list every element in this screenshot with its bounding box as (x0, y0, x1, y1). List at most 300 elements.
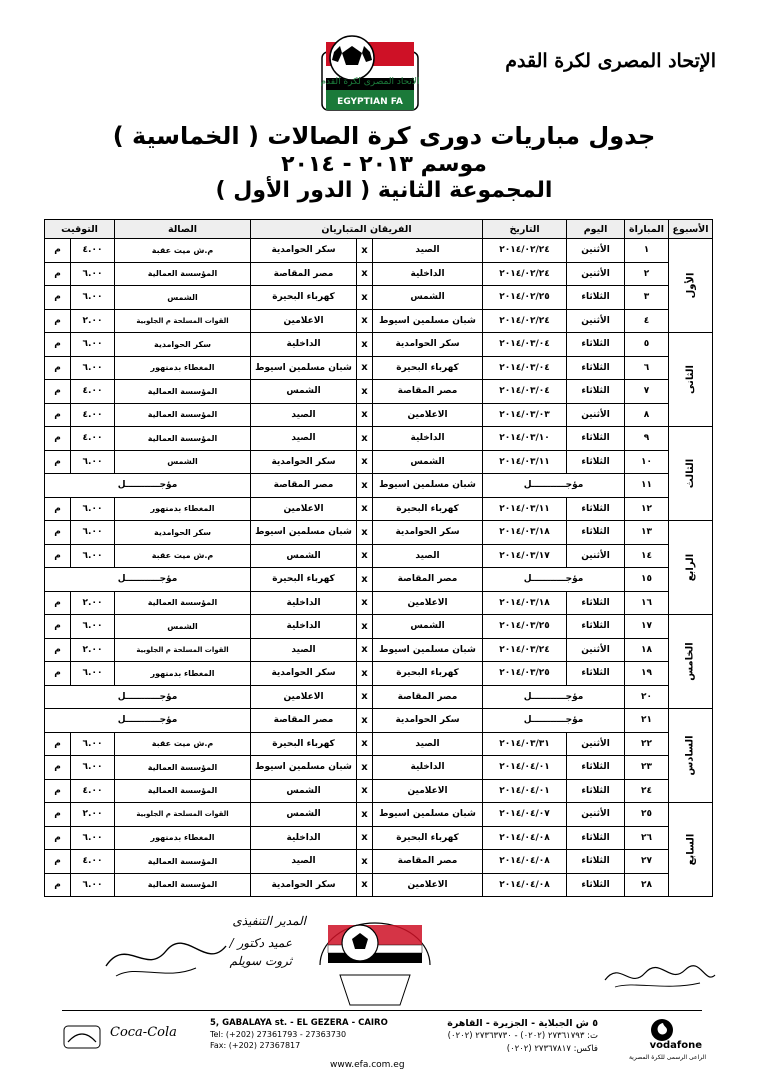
match-time: ٦.٠٠ (71, 521, 115, 545)
match-day: الثلاثاء (567, 497, 625, 521)
match-day: الثلاثاء (567, 356, 625, 380)
vs-mark: x (357, 591, 373, 615)
home-team: كهرباء البحيرة (373, 826, 483, 850)
away-team: كهرباء البحيرة (251, 732, 357, 756)
week-cell (669, 521, 713, 615)
away-team: سكر الحوامدية (251, 239, 357, 263)
match-day: الأثنين (567, 732, 625, 756)
header-hall: الصالة (115, 220, 251, 239)
away-team: مصر المقاصة (251, 709, 357, 733)
pm-label: م (45, 380, 71, 404)
hall-name: المؤسسة العمالية (115, 591, 251, 615)
week-label: السادس (685, 735, 697, 776)
match-date: ٢٠١٤/٠٣/٢٤ (483, 638, 567, 662)
pm-label: م (45, 732, 71, 756)
table-row (45, 239, 713, 263)
match-time: ٦.٠٠ (71, 544, 115, 568)
footer-divider (62, 1010, 702, 1011)
home-team: الاعلامين (373, 403, 483, 427)
match-day: الثلاثاء (567, 286, 625, 310)
match-time: ٢.٠٠ (71, 309, 115, 333)
away-team: الداخلية (251, 591, 357, 615)
match-time: ٤.٠٠ (71, 850, 115, 874)
week-cell (669, 803, 713, 897)
phone-ar: ت: ٢٧٣٦١٧٩٣ (٠٢٠٢) - ٢٧٣٦٣٧٣٠ (٠٢٠٢) (447, 1031, 598, 1041)
match-day: الأثنين (567, 309, 625, 333)
vs-mark: x (357, 333, 373, 357)
week-label: الأول (685, 272, 697, 299)
week-cell (669, 333, 713, 427)
schedule-table (44, 219, 713, 897)
match-number: ٨ (625, 403, 669, 427)
match-number: ٢٦ (625, 826, 669, 850)
vs-mark: x (357, 286, 373, 310)
table-row (45, 615, 713, 639)
away-team: الاعلامين (251, 309, 357, 333)
vodafone-logo-icon (650, 1018, 674, 1042)
match-number: ٢٧ (625, 850, 669, 874)
postponed-label: مؤجـــــــــــل (483, 474, 625, 498)
match-time: ٦.٠٠ (71, 756, 115, 780)
table-row (45, 568, 713, 592)
away-team: الصيد (251, 427, 357, 451)
match-time: ٦.٠٠ (71, 662, 115, 686)
away-team: شبان مسلمين اسيوط (251, 356, 357, 380)
vs-mark: x (357, 662, 373, 686)
home-team: كهرباء البحيرة (373, 356, 483, 380)
hall-name: المؤسسة العمالية (115, 262, 251, 286)
table-row (45, 756, 713, 780)
match-day: الثلاثاء (567, 591, 625, 615)
hall-name: المغطاء بدمنهور (115, 497, 251, 521)
match-date: ٢٠١٤/٠٢/٢٤ (483, 239, 567, 263)
away-team: مصر المقاصة (251, 474, 357, 498)
match-number: ٢٢ (625, 732, 669, 756)
efa-stamp (300, 905, 450, 1015)
home-team: الاعلامين (373, 873, 483, 897)
hall-name: المغطاء بدمنهور (115, 662, 251, 686)
match-date: ٢٠١٤/٠٣/١١ (483, 450, 567, 474)
away-team: الداخلية (251, 826, 357, 850)
home-team: سكر الحوامدية (373, 709, 483, 733)
home-team: الصيد (373, 544, 483, 568)
match-number: ١٦ (625, 591, 669, 615)
table-row (45, 497, 713, 521)
director-signature (96, 926, 236, 986)
table-row (45, 826, 713, 850)
match-date: ٢٠١٤/٠٤/٠٧ (483, 803, 567, 827)
table-row (45, 779, 713, 803)
away-team: شبان مسلمين اسيوط (251, 756, 357, 780)
table-row (45, 309, 713, 333)
match-number: ٦ (625, 356, 669, 380)
away-team: الاعلامين (251, 685, 357, 709)
away-team: الشمس (251, 803, 357, 827)
match-date: ٢٠١٤/٠٤/٠٨ (483, 850, 567, 874)
vs-mark: x (357, 732, 373, 756)
match-day: الثلاثاء (567, 450, 625, 474)
match-number: ١١ (625, 474, 669, 498)
pm-label: م (45, 638, 71, 662)
away-team: الشمس (251, 380, 357, 404)
efa-logo (318, 22, 422, 118)
table-header-row (45, 220, 713, 239)
match-number: ٢١ (625, 709, 669, 733)
match-date: ٢٠١٤/٠٣/٢٥ (483, 662, 567, 686)
vs-mark: x (357, 403, 373, 427)
table-row (45, 850, 713, 874)
header-time: التوقيت (45, 220, 115, 239)
hall-name: القوات المسلحة م الجلوبية (115, 803, 251, 827)
table-row (45, 732, 713, 756)
match-date: ٢٠١٤/٠٣/٠٤ (483, 333, 567, 357)
vs-mark: x (357, 803, 373, 827)
match-date: ٢٠١٤/٠٣/٠٣ (483, 403, 567, 427)
table-row (45, 333, 713, 357)
pm-label: م (45, 662, 71, 686)
hall-name: الشمس (115, 615, 251, 639)
home-team: الشمس (373, 286, 483, 310)
pm-label: م (45, 544, 71, 568)
match-date: ٢٠١٤/٠٤/٠٨ (483, 826, 567, 850)
match-date: ٢٠١٤/٠٣/٠٤ (483, 380, 567, 404)
pm-label: م (45, 591, 71, 615)
table-row (45, 709, 713, 733)
header-day: اليوم (567, 220, 625, 239)
match-day: الثلاثاء (567, 380, 625, 404)
pm-label: م (45, 239, 71, 263)
week-label: الثالث (685, 458, 697, 489)
match-number: ١٧ (625, 615, 669, 639)
header-match: المباراة (625, 220, 669, 239)
vs-mark: x (357, 450, 373, 474)
week-cell (669, 709, 713, 803)
table-row (45, 450, 713, 474)
website-link[interactable]: www.efa.com.eg (330, 1060, 405, 1070)
match-number: ٩ (625, 427, 669, 451)
director-name-line2: ثروت سويلم (229, 954, 292, 968)
pm-label: م (45, 356, 71, 380)
vs-mark: x (357, 474, 373, 498)
match-time: ٦.٠٠ (71, 262, 115, 286)
match-number: ١٨ (625, 638, 669, 662)
vs-mark: x (357, 380, 373, 404)
hall-name: المؤسسة العمالية (115, 427, 251, 451)
home-team: شبان مسلمين اسيوط (373, 309, 483, 333)
match-day: الأثنين (567, 544, 625, 568)
match-date: ٢٠١٤/٠٣/١١ (483, 497, 567, 521)
match-time: ٦.٠٠ (71, 497, 115, 521)
pm-label: م (45, 497, 71, 521)
away-team: الصيد (251, 850, 357, 874)
hall-name: المؤسسة العمالية (115, 756, 251, 780)
hall-name: القوات المسلحة م الجلوبية (115, 309, 251, 333)
home-team: الاعلامين (373, 591, 483, 615)
postponed-label: مؤجـــــــــــل (45, 568, 251, 592)
match-time: ٦.٠٠ (71, 732, 115, 756)
match-number: ١٥ (625, 568, 669, 592)
table-row (45, 662, 713, 686)
vs-mark: x (357, 262, 373, 286)
home-team: الصيد (373, 732, 483, 756)
match-date: ٢٠١٤/٠٢/٢٤ (483, 309, 567, 333)
match-time: ٤.٠٠ (71, 427, 115, 451)
away-team: الشمس (251, 779, 357, 803)
match-day: الأثنين (567, 403, 625, 427)
pm-label: م (45, 450, 71, 474)
away-team: الصيد (251, 638, 357, 662)
match-number: ٣ (625, 286, 669, 310)
hall-name: الشمس (115, 286, 251, 310)
away-team: سكر الحوامدية (251, 662, 357, 686)
pm-label: م (45, 779, 71, 803)
schedule-body (45, 239, 713, 897)
match-number: ٢ (625, 262, 669, 286)
match-date: ٢٠١٤/٠٣/٣١ (483, 732, 567, 756)
hall-name: المؤسسة العمالية (115, 850, 251, 874)
title-line-2: موسم ٢٠١٣ - ٢٠١٤ (281, 152, 487, 177)
match-day: الثلاثاء (567, 662, 625, 686)
match-date: ٢٠١٤/٠٢/٢٥ (483, 286, 567, 310)
vs-mark: x (357, 850, 373, 874)
match-time: ٤.٠٠ (71, 403, 115, 427)
match-day: الثلاثاء (567, 850, 625, 874)
vs-mark: x (357, 709, 373, 733)
match-time: ٦.٠٠ (71, 826, 115, 850)
away-team: سكر الحوامدية (251, 450, 357, 474)
vs-mark: x (357, 873, 373, 897)
match-date: ٢٠١٤/٠٣/٠٤ (483, 356, 567, 380)
fax-ar: فاكس: ٢٧٣٦٧٨١٧ (٠٢٠٢) (506, 1044, 598, 1054)
hall-name: المؤسسة العمالية (115, 380, 251, 404)
sponsor-mark-icon (62, 1022, 102, 1052)
pm-label: م (45, 427, 71, 451)
title-line-1: جدول مباريات دورى كرة الصالات ( الخماسية ) (112, 122, 656, 150)
hall-name: م.ش ميت عقبة (115, 544, 251, 568)
match-day: الأثنين (567, 638, 625, 662)
match-day: الثلاثاء (567, 333, 625, 357)
pm-label: م (45, 521, 71, 545)
hall-name: م.ش ميت عقبة (115, 239, 251, 263)
table-row (45, 403, 713, 427)
pm-label: م (45, 803, 71, 827)
match-number: ٥ (625, 333, 669, 357)
match-day: الثلاثاء (567, 873, 625, 897)
away-team: مصر المقاصة (251, 262, 357, 286)
pm-label: م (45, 403, 71, 427)
vodafone-logo-text: vodafone (649, 1040, 702, 1051)
hall-name: م.ش ميت عقبة (115, 732, 251, 756)
match-number: ١٤ (625, 544, 669, 568)
vs-mark: x (357, 685, 373, 709)
home-team: الداخلية (373, 756, 483, 780)
postponed-label: مؤجـــــــــــل (45, 709, 251, 733)
header-date: التاريخ (483, 220, 567, 239)
table-row (45, 427, 713, 451)
match-date: ٢٠١٤/٠٤/٠١ (483, 756, 567, 780)
table-row (45, 521, 713, 545)
match-time: ٢.٠٠ (71, 803, 115, 827)
vs-mark: x (357, 568, 373, 592)
director-title: المدير التنفيذى (232, 914, 306, 928)
match-date: ٢٠١٤/٠٣/١٨ (483, 591, 567, 615)
match-time: ٤.٠٠ (71, 239, 115, 263)
week-label: الثانى (685, 365, 697, 394)
sponsor-note: الراعى الرسمى للكرة المصرية (628, 1054, 706, 1061)
home-team: سكر الحوامدية (373, 521, 483, 545)
home-team: شبان مسلمين اسيوط (373, 638, 483, 662)
postponed-label: مؤجـــــــــــل (45, 685, 251, 709)
pm-label: م (45, 756, 71, 780)
table-row (45, 544, 713, 568)
fax-en: Fax: (+202) 27367817 (210, 1041, 301, 1050)
match-time: ٦.٠٠ (71, 873, 115, 897)
home-team: سكر الحوامدية (373, 333, 483, 357)
home-team: شبان مسلمين اسيوط (373, 803, 483, 827)
logo-text-en: EGYPTIAN FA (337, 97, 403, 107)
home-team: شبان مسلمين اسيوط (373, 474, 483, 498)
hall-name: المؤسسة العمالية (115, 873, 251, 897)
vs-mark: x (357, 544, 373, 568)
week-cell (669, 239, 713, 333)
match-day: الثلاثاء (567, 615, 625, 639)
home-team: كهرباء البحيرة (373, 497, 483, 521)
match-time: ٤.٠٠ (71, 779, 115, 803)
match-time: ٦.٠٠ (71, 356, 115, 380)
away-team: الداخلية (251, 333, 357, 357)
week-cell (669, 427, 713, 521)
match-day: الثلاثاء (567, 779, 625, 803)
home-team: مصر المقاصة (373, 568, 483, 592)
vs-mark: x (357, 521, 373, 545)
table-row (45, 380, 713, 404)
match-number: ٧ (625, 380, 669, 404)
match-date: ٢٠١٤/٠٣/١٧ (483, 544, 567, 568)
away-team: سكر الحوامدية (251, 873, 357, 897)
match-number: ١٠ (625, 450, 669, 474)
table-row (45, 474, 713, 498)
hall-name: القوات المسلحة م الجلوبية (115, 638, 251, 662)
vs-mark: x (357, 826, 373, 850)
match-time: ٦.٠٠ (71, 450, 115, 474)
pm-label: م (45, 873, 71, 897)
vs-mark: x (357, 497, 373, 521)
table-row (45, 591, 713, 615)
title-line-3: المجموعة الثانية ( الدور الأول ) (215, 178, 553, 203)
cocacola-logo: Coca-Cola (110, 1025, 177, 1040)
phone-en: Tel: (+202) 27361793 - 27363730 (210, 1030, 347, 1039)
home-team: الشمس (373, 615, 483, 639)
match-date: ٢٠١٤/٠٤/٠١ (483, 779, 567, 803)
match-time: ٦.٠٠ (71, 333, 115, 357)
header-teams: الفريقان المتباريان (251, 220, 483, 239)
match-number: ٢٨ (625, 873, 669, 897)
hall-name: المغطاء بدمنهور (115, 356, 251, 380)
vs-mark: x (357, 309, 373, 333)
vs-mark: x (357, 638, 373, 662)
postponed-label: مؤجـــــــــــل (483, 685, 625, 709)
match-number: ٢٥ (625, 803, 669, 827)
match-day: الثلاثاء (567, 756, 625, 780)
match-day: الثلاثاء (567, 826, 625, 850)
home-team: مصر المقاصة (373, 380, 483, 404)
hall-name: سكر الحوامدية (115, 521, 251, 545)
vs-mark: x (357, 356, 373, 380)
away-team: الاعلامين (251, 497, 357, 521)
match-time: ٢.٠٠ (71, 591, 115, 615)
match-date: ٢٠١٤/٠٣/٢٥ (483, 615, 567, 639)
home-team: الداخلية (373, 262, 483, 286)
org-name: الإتحاد المصرى لكرة القدم (505, 50, 716, 72)
match-time: ٦.٠٠ (71, 286, 115, 310)
address-ar: ٥ ش الجبلاية - الجزيرة - القاهرة (447, 1018, 598, 1029)
home-team: الداخلية (373, 427, 483, 451)
week-label: الرابع (685, 553, 697, 582)
table-row (45, 873, 713, 897)
home-team: كهرباء البحيرة (373, 662, 483, 686)
match-number: ٢٤ (625, 779, 669, 803)
match-day: الأثنين (567, 803, 625, 827)
vs-mark: x (357, 427, 373, 451)
home-team: مصر المقاصة (373, 850, 483, 874)
pm-label: م (45, 826, 71, 850)
home-team: مصر المقاصة (373, 685, 483, 709)
match-number: ١٩ (625, 662, 669, 686)
match-time: ٤.٠٠ (71, 380, 115, 404)
postponed-label: مؤجـــــــــــل (483, 709, 625, 733)
match-day: الأثنين (567, 262, 625, 286)
postponed-label: مؤجـــــــــــل (45, 474, 251, 498)
pm-label: م (45, 309, 71, 333)
match-day: الثلاثاء (567, 427, 625, 451)
away-team: الداخلية (251, 615, 357, 639)
table-row (45, 262, 713, 286)
home-team: الشمس (373, 450, 483, 474)
week-label: الخامس (685, 642, 697, 681)
vs-mark: x (357, 756, 373, 780)
table-row (45, 803, 713, 827)
hall-name: سكر الحوامدية (115, 333, 251, 357)
logo-text-ar: الاتحاد المصرى لكرة القدم (320, 77, 420, 87)
hall-name: المؤسسة العمالية (115, 779, 251, 803)
header-week: الأسبوع (669, 220, 713, 239)
postponed-label: مؤجـــــــــــل (483, 568, 625, 592)
match-date: ٢٠١٤/٠٢/٢٤ (483, 262, 567, 286)
table-row (45, 638, 713, 662)
match-date: ٢٠١٤/٠٣/١٨ (483, 521, 567, 545)
pm-label: م (45, 262, 71, 286)
match-number: ١ (625, 239, 669, 263)
match-number: ٢٣ (625, 756, 669, 780)
address-en: 5, GABALAYA st. - EL GEZERA - CAIRO (210, 1018, 388, 1028)
vs-mark: x (357, 779, 373, 803)
away-team: كهرباء البحيرة (251, 568, 357, 592)
match-number: ٤ (625, 309, 669, 333)
away-team: شبان مسلمين اسيوط (251, 521, 357, 545)
table-row (45, 286, 713, 310)
away-team: كهرباء البحيرة (251, 286, 357, 310)
pm-label: م (45, 850, 71, 874)
pm-label: م (45, 286, 71, 310)
vs-mark: x (357, 239, 373, 263)
match-date: ٢٠١٤/٠٣/١٠ (483, 427, 567, 451)
match-date: ٢٠١٤/٠٤/٠٨ (483, 873, 567, 897)
pm-label: م (45, 333, 71, 357)
match-time: ٦.٠٠ (71, 615, 115, 639)
match-number: ١٣ (625, 521, 669, 545)
week-cell (669, 615, 713, 709)
home-team: الصيد (373, 239, 483, 263)
